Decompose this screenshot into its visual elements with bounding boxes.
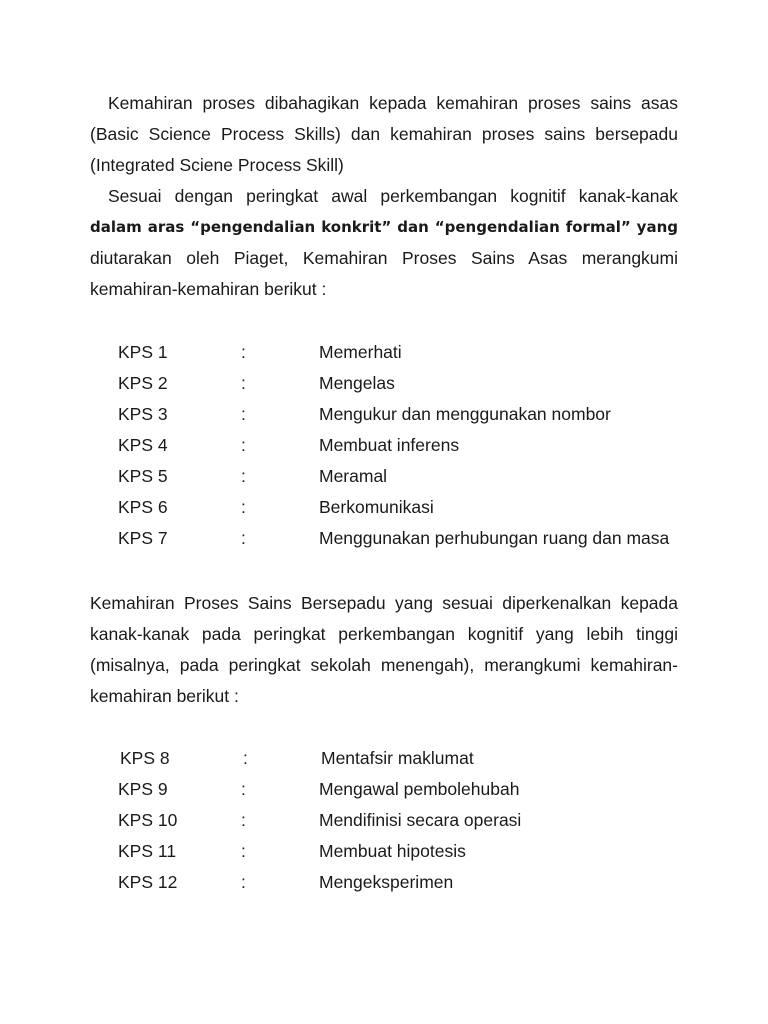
skill-code: KPS 1 <box>118 342 168 362</box>
skill-description: Mentafsir maklumat <box>321 748 474 768</box>
list-item <box>0 461 768 492</box>
piaget-line-2: dalam aras “pengendalian konkrit” dan “pengendalian formal” yang <box>90 218 678 236</box>
intro-line-1: Kemahiran proses dibahagikan kepada kemahiran proses sains asas <box>108 93 678 113</box>
skill-description: Mengeksperimen <box>319 872 454 892</box>
skill-description: Memerhati <box>319 342 402 362</box>
piaget-line-1: Sesuai dengan peringkat awal perkembangan kognitif kanak-kanak <box>108 186 678 206</box>
piaget-line-3: diutarakan oleh Piaget, Kemahiran Proses Sains Asas merangkumi <box>90 248 678 268</box>
skill-description: Meramal <box>319 466 388 486</box>
list-item <box>0 805 768 836</box>
skill-description: Membuat hipotesis <box>319 841 466 861</box>
skill-code: KPS 4 <box>118 435 168 455</box>
skill-separator: : <box>241 373 246 393</box>
skill-separator: : <box>243 748 248 768</box>
skill-description: Berkomunikasi <box>319 497 434 517</box>
skill-separator: : <box>241 779 246 799</box>
list-item <box>0 774 768 805</box>
skill-code: KPS 12 <box>118 872 178 892</box>
intro-paragraph <box>90 88 678 181</box>
piaget-line-4: kemahiran-kemahiran berikut : <box>90 279 327 299</box>
piaget-paragraph <box>90 181 678 305</box>
integrated-line-2: kanak-kanak pada peringkat perkembangan kognitif yang lebih tinggi <box>90 624 678 644</box>
list-item <box>0 867 768 898</box>
skill-code: KPS 8 <box>120 748 170 768</box>
skill-separator: : <box>241 810 246 830</box>
skill-code: KPS 11 <box>118 841 177 861</box>
list-item <box>0 430 768 461</box>
skill-description: Mengelas <box>319 373 395 393</box>
skill-separator: : <box>241 841 246 861</box>
skill-separator: : <box>241 342 246 362</box>
skill-separator: : <box>241 497 246 517</box>
skill-separator: : <box>241 872 246 892</box>
skill-description: Membuat inferens <box>319 435 460 455</box>
list-item <box>0 399 768 430</box>
skill-separator: : <box>241 528 246 548</box>
skill-description: Mengukur dan menggunakan nombor <box>319 404 611 424</box>
intro-line-2: (Basic Science Process Skills) dan kemahiran proses sains bersepadu <box>90 124 678 144</box>
integrated-line-3: (misalnya, pada peringkat sekolah menengah), merangkumi kemahiran- <box>90 655 678 675</box>
skill-code: KPS 6 <box>118 497 168 517</box>
list-item <box>0 492 768 523</box>
list-item <box>0 523 768 554</box>
skill-description: Mengawal pembolehubah <box>319 779 520 799</box>
skill-code: KPS 7 <box>118 528 168 548</box>
list-item <box>0 743 768 774</box>
skill-description: Menggunakan perhubungan ruang dan masa <box>319 528 670 548</box>
skill-separator: : <box>241 435 246 455</box>
integrated-skills-list <box>0 743 768 898</box>
list-item <box>0 337 768 368</box>
skill-code: KPS 5 <box>118 466 168 486</box>
skill-code: KPS 10 <box>118 810 178 830</box>
basic-skills-list <box>0 337 768 554</box>
skill-description: Mendifinisi secara operasi <box>319 810 522 830</box>
skill-separator: : <box>241 404 246 424</box>
skill-code: KPS 9 <box>118 779 168 799</box>
list-item <box>0 836 768 867</box>
intro-line-3: (Integrated Sciene Process Skill) <box>90 155 344 175</box>
integrated-line-1: Kemahiran Proses Sains Bersepadu yang sesuai diperkenalkan kepada <box>90 593 678 613</box>
skill-separator: : <box>241 466 246 486</box>
integrated-line-4: kemahiran berikut : <box>90 686 239 706</box>
skill-code: KPS 2 <box>118 373 168 393</box>
integrated-paragraph <box>90 588 678 712</box>
list-item <box>0 368 768 399</box>
skill-code: KPS 3 <box>118 404 168 424</box>
